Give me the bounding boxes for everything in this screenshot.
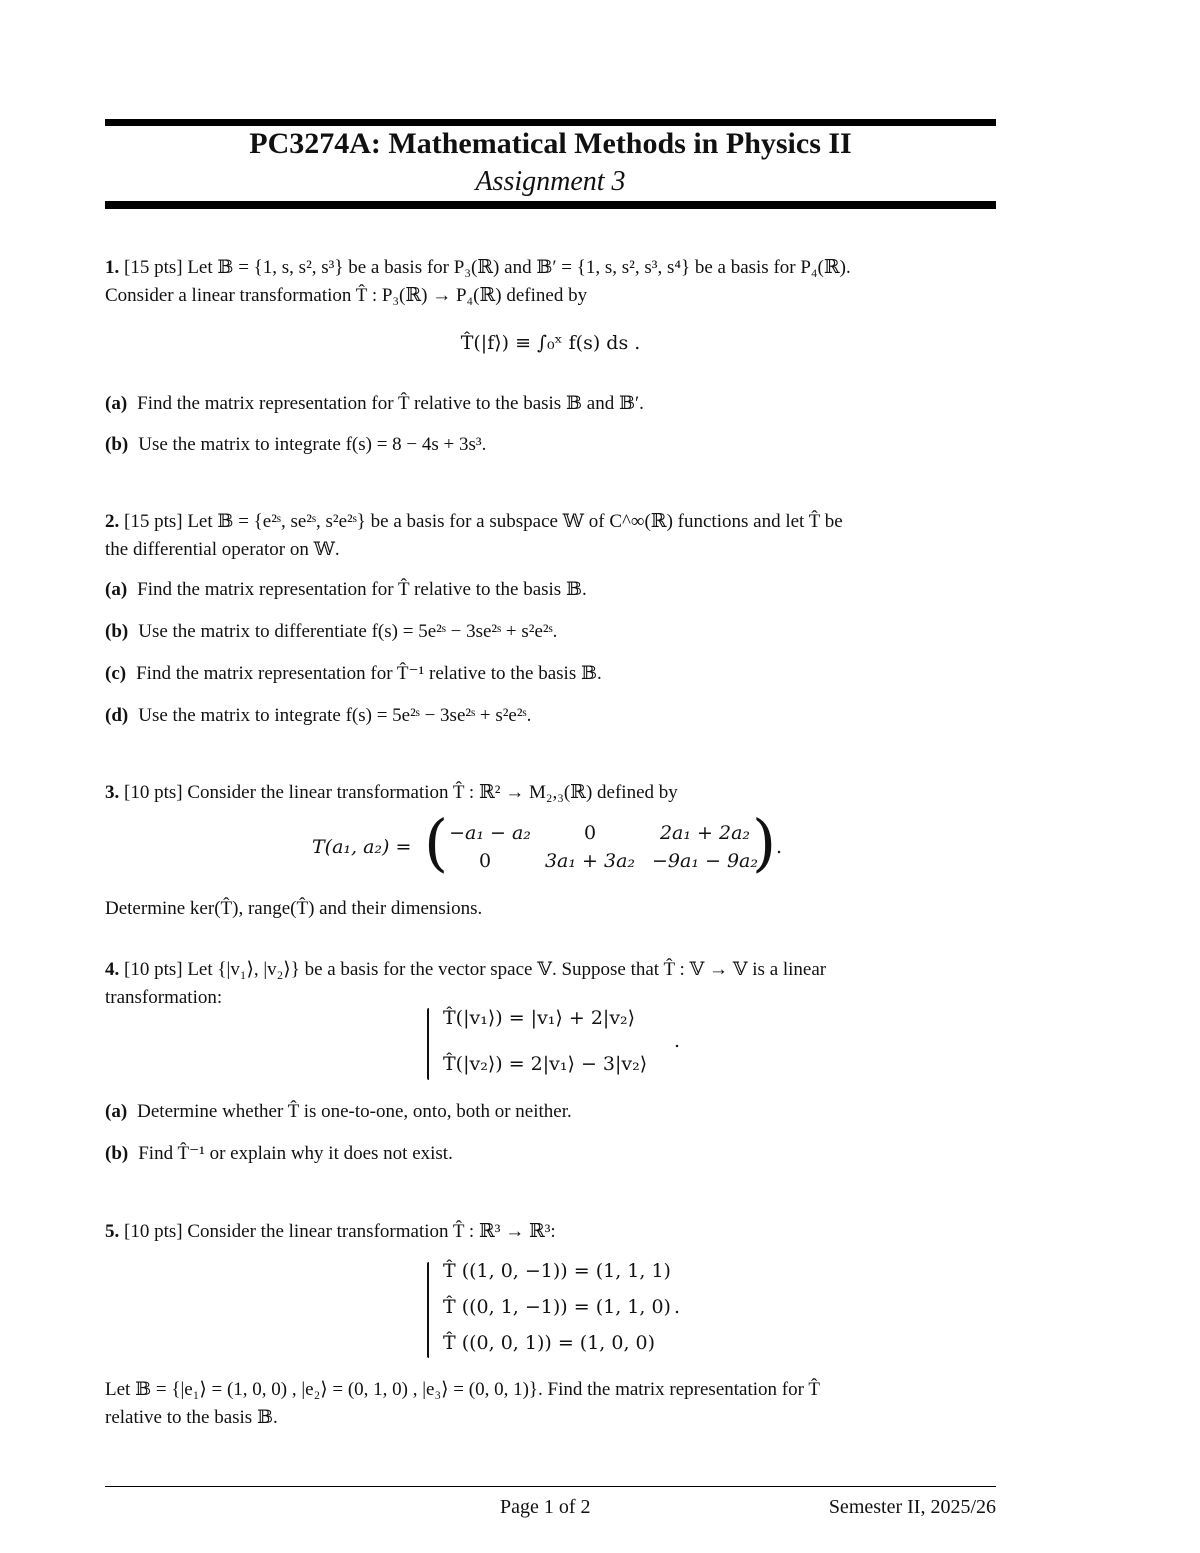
footer-rule <box>105 1486 996 1487</box>
matrix-cell-r1c1: −a₁ − a₂ <box>449 822 531 844</box>
question-5-text-2: Let 𝔹 = {|e₁⟩ = (1, 0, 0) , |e₂⟩ = (0, 1, 0) , |e₃⟩ = (0, 0, 1)}. Find the matrix representation for T̂ <box>105 1379 820 1400</box>
question-number: 3. <box>105 782 120 803</box>
part-text: Find T̂⁻¹ or explain why it does not exist. <box>138 1143 453 1164</box>
system-equation-1: T̂ ((1, 0, −1)) = (1, 1, 1) <box>443 1260 671 1282</box>
question-2-part-b <box>105 618 996 646</box>
question-4 <box>105 956 996 1012</box>
matrix-trailing-period: . <box>776 836 783 858</box>
question-4-part-a <box>105 1098 996 1126</box>
part-label: (d) <box>105 705 129 726</box>
matrix-cell-r2c3: −9a₁ − 9a₂ <box>652 850 758 872</box>
question-2 <box>105 508 996 564</box>
question-1-line-1 <box>105 254 996 282</box>
header-top-rule <box>105 119 996 126</box>
part-text: Use the matrix to integrate f(s) = 5e²ˢ − 3se²ˢ + s²e²ˢ. <box>138 705 532 726</box>
question-2-part-c <box>105 660 996 688</box>
matrix-cell-r1c2: 0 <box>583 822 597 844</box>
matrix-right-paren: ) <box>752 806 777 879</box>
part-text: Use the matrix to differentiate f(s) = 5e²ˢ − 3se²ˢ + s²e²ˢ. <box>138 621 558 642</box>
question-3 <box>105 779 996 807</box>
question-2-line-1 <box>105 508 996 536</box>
matrix-cell-r2c2: 3a₁ + 3a₂ <box>544 850 636 872</box>
system-trailing-period: . <box>674 1296 681 1318</box>
matrix-lhs: T(a₁, a₂) = <box>312 836 412 858</box>
question-1-text-2: Consider a linear transformation T̂ : P₃(ℝ) → P₄(ℝ) defined by <box>105 285 588 306</box>
part-text: Find the matrix representation for T̂⁻¹ relative to the basis 𝔹. <box>136 663 602 684</box>
question-4-text-1: [10 pts] Let {|v₁⟩, |v₂⟩} be a basis for the vector space 𝕍. Suppose that T̂ : 𝕍 → 𝕍 is a linear <box>124 959 827 980</box>
question-1-part-b <box>105 431 996 459</box>
question-2-part-a <box>105 576 996 604</box>
question-1-part-a <box>105 390 996 418</box>
page-subtitle: Assignment 3 <box>475 166 626 197</box>
header-bottom-rule <box>105 201 996 209</box>
question-1 <box>105 254 996 310</box>
part-label: (a) <box>105 1101 128 1122</box>
question-4-line-1 <box>105 956 996 984</box>
question-4-part-b <box>105 1140 996 1168</box>
question-number: 1. <box>105 257 120 278</box>
question-5 <box>105 1218 996 1246</box>
matrix-left-paren: ( <box>424 806 449 879</box>
part-label: (a) <box>105 579 128 600</box>
question-number: 4. <box>105 959 120 980</box>
system-equation-3: T̂ ((0, 0, 1)) = (1, 0, 0) <box>443 1332 656 1354</box>
matrix-cell-r2c1: 0 <box>478 850 492 872</box>
page-title: PC3274A: Mathematical Methods in Physics II <box>249 127 852 160</box>
system-equation-1: T̂(|v₁⟩) = |v₁⟩ + 2|v₂⟩ <box>443 1007 636 1029</box>
page-number: Page 1 of 2 <box>500 1496 591 1518</box>
system-trailing-period: . <box>674 1030 681 1052</box>
question-number: 5. <box>105 1221 120 1242</box>
question-2-text-1: [15 pts] Let 𝔹 = {e²ˢ, se²ˢ, s²e²ˢ} be a basis for a subspace 𝕎 of C^∞(ℝ) functions and let T̂ be <box>124 511 843 532</box>
question-1-display-equation: T̂(|f⟩) ≡ ∫₀ˣ f(s) ds . <box>460 332 641 354</box>
part-text: Determine whether T̂ is one-to-one, onto, both or neither. <box>137 1101 572 1122</box>
part-label: (c) <box>105 663 127 684</box>
question-2-text-2: the differential operator on 𝕎. <box>105 539 340 560</box>
part-text: Use the matrix to integrate f(s) = 8 − 4s + 3s³. <box>138 434 487 455</box>
question-2-part-d <box>105 702 996 730</box>
question-3-text-1: [10 pts] Consider the linear transformation T̂ : ℝ² → M₂,₃(ℝ) defined by <box>124 782 678 803</box>
question-5-text-3: relative to the basis 𝔹. <box>105 1407 278 1428</box>
system-equation-2: T̂(|v₂⟩) = 2|v₁⟩ − 3|v₂⟩ <box>443 1053 648 1075</box>
part-text: Find the matrix representation for T̂ relative to the basis 𝔹. <box>137 579 587 600</box>
part-label: (a) <box>105 393 128 414</box>
part-label: (b) <box>105 434 129 455</box>
question-number: 2. <box>105 511 120 532</box>
system-brace <box>427 1008 429 1080</box>
system-brace <box>427 1262 429 1358</box>
part-text: Find the matrix representation for T̂ relative to the basis 𝔹 and 𝔹′. <box>137 393 644 414</box>
part-label: (b) <box>105 1143 129 1164</box>
question-5-text-1: [10 pts] Consider the linear transformation T̂ : ℝ³ → ℝ³: <box>124 1221 556 1242</box>
matrix-cell-r1c3: 2a₁ + 2a₂ <box>659 822 751 844</box>
question-3-text-2: Determine ker(T̂), range(T̂) and their dimensions. <box>105 898 483 919</box>
system-equation-2: T̂ ((0, 1, −1)) = (1, 1, 0) <box>443 1296 671 1318</box>
question-4-text-2: transformation: <box>105 987 223 1008</box>
question-1-text-1: [15 pts] Let 𝔹 = {1, s, s², s³} be a basis for P₃(ℝ) and 𝔹′ = {1, s, s², s³, s⁴} be a basis for P₄(ℝ). <box>124 257 851 278</box>
part-label: (b) <box>105 621 129 642</box>
semester-label: Semester II, 2025/26 <box>828 1496 996 1518</box>
